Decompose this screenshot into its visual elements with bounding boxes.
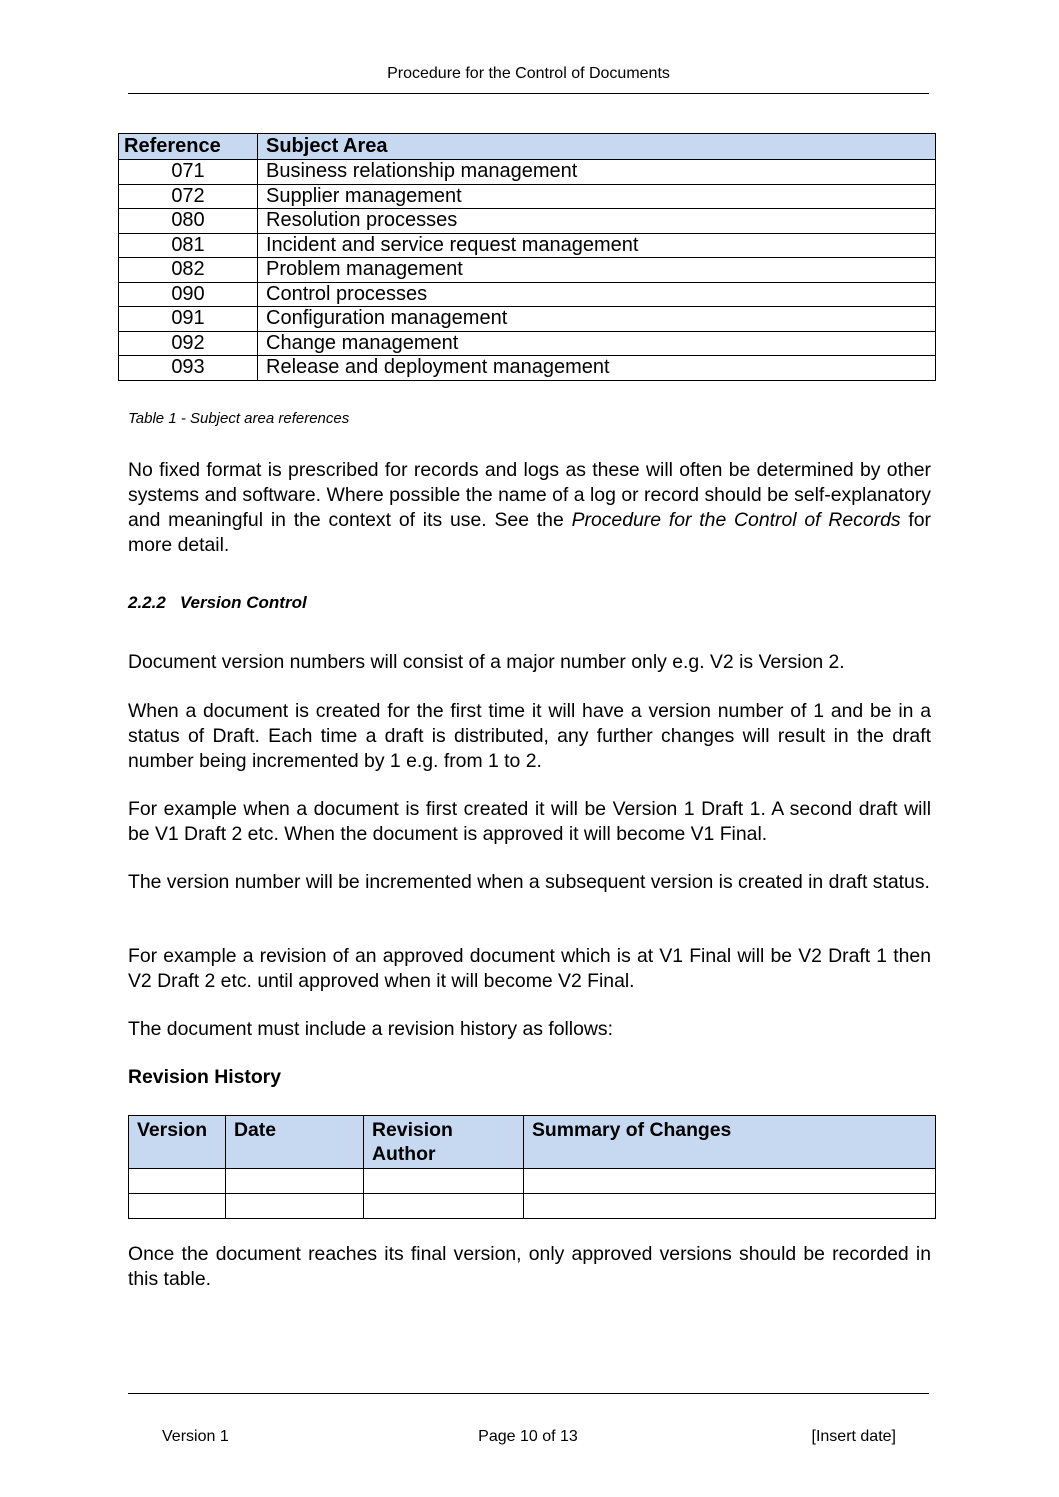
reference-cell: 081 [119, 233, 258, 258]
table-header-row [129, 1116, 936, 1169]
revision-history-table [128, 1115, 936, 1219]
paragraph: Once the document reaches its final version, only approved versions should be recorded in this table. [128, 1243, 931, 1290]
table-row [119, 184, 936, 209]
paragraph: For example a revision of an approved document which is at V1 Final will be V2 Draft 1 then V2 Draft 2 etc. until approved when it will become V2 Final. [128, 945, 931, 992]
revision-history-heading: Revision History [128, 1066, 282, 1088]
empty-cell [226, 1194, 364, 1219]
column-header-reference: Reference [119, 134, 258, 160]
reference-cell: 090 [119, 282, 258, 307]
reference-cell: 093 [119, 356, 258, 381]
records-paragraph [128, 458, 931, 558]
footer-version: Version 1 [162, 1428, 229, 1445]
table-row [119, 356, 936, 381]
reference-cell: 092 [119, 331, 258, 356]
table-row [119, 160, 936, 185]
subject-area-cell: Incident and service request management [258, 233, 936, 258]
table-row [119, 209, 936, 234]
table-row [119, 233, 936, 258]
empty-cell [129, 1169, 226, 1194]
table-row [129, 1169, 936, 1194]
subject-area-cell: Control processes [258, 282, 936, 307]
empty-cell [524, 1169, 936, 1194]
paragraph: For example when a document is first created it will be Version 1 Draft 1. A second draft will be V1 Draft 2 etc. When the document is approved it will become V1 Final. [128, 798, 931, 845]
empty-cell [364, 1169, 524, 1194]
subject-area-table [118, 133, 936, 381]
paragraph: The version number will be incremented when a subsequent version is created in draft status. [128, 871, 930, 893]
section-heading [128, 593, 307, 613]
paragraph: Document version numbers will consist of a major number only e.g. V2 is Version 2. [128, 651, 845, 673]
header-rule [128, 93, 929, 94]
reference-cell: 082 [119, 258, 258, 283]
subject-area-cell: Change management [258, 331, 936, 356]
empty-cell [129, 1194, 226, 1219]
subject-area-cell: Release and deployment management [258, 356, 936, 381]
subject-area-cell: Problem management [258, 258, 936, 283]
subject-area-cell: Supplier management [258, 184, 936, 209]
reference-cell: 072 [119, 184, 258, 209]
records-text-before: No fixed format is prescribed for records and logs as these will often be determined by other systems and software. Where possible the name of a log or record should be self-explanatory and meaningful in the context of its use. See the [128, 459, 931, 531]
column-header-revision-author: Revision Author [364, 1116, 524, 1169]
empty-cell [524, 1194, 936, 1219]
footer-date: [Insert date] [811, 1428, 896, 1445]
subject-area-cell: Resolution processes [258, 209, 936, 234]
footer-page-number: Page 10 of 13 [478, 1428, 578, 1445]
section-number: 2.2.2 [128, 593, 166, 612]
records-procedure-reference: Procedure for the Control of Records [571, 509, 901, 531]
column-header-subject-area: Subject Area [258, 134, 936, 160]
paragraph: The document must include a revision history as follows: [128, 1018, 613, 1040]
column-header-version: Version [129, 1116, 226, 1169]
table-header-row [119, 134, 936, 160]
empty-cell [364, 1194, 524, 1219]
page-header-title: Procedure for the Control of Documents [387, 65, 670, 82]
table-row [119, 282, 936, 307]
records-text-after: for more detail. [128, 509, 931, 556]
table-row [119, 331, 936, 356]
section-title: Version Control [179, 593, 307, 612]
table-row [119, 258, 936, 283]
subject-area-cell: Business relationship management [258, 160, 936, 185]
empty-cell [226, 1169, 364, 1194]
reference-cell: 080 [119, 209, 258, 234]
footer-rule [128, 1393, 929, 1394]
table-row [129, 1194, 936, 1219]
column-header-date: Date [226, 1116, 364, 1169]
column-header-summary-of-changes: Summary of Changes [524, 1116, 936, 1169]
reference-cell: 071 [119, 160, 258, 185]
table-row [119, 307, 936, 332]
paragraph: When a document is created for the first time it will have a version number of 1 and be in a status of Draft. Each time a draft is distributed, any further changes will result in the draft number being incremented by 1 e.g. from 1 to 2. [128, 700, 931, 772]
subject-area-cell: Configuration management [258, 307, 936, 332]
reference-cell: 091 [119, 307, 258, 332]
table-caption: Table 1 - Subject area references [128, 410, 350, 427]
